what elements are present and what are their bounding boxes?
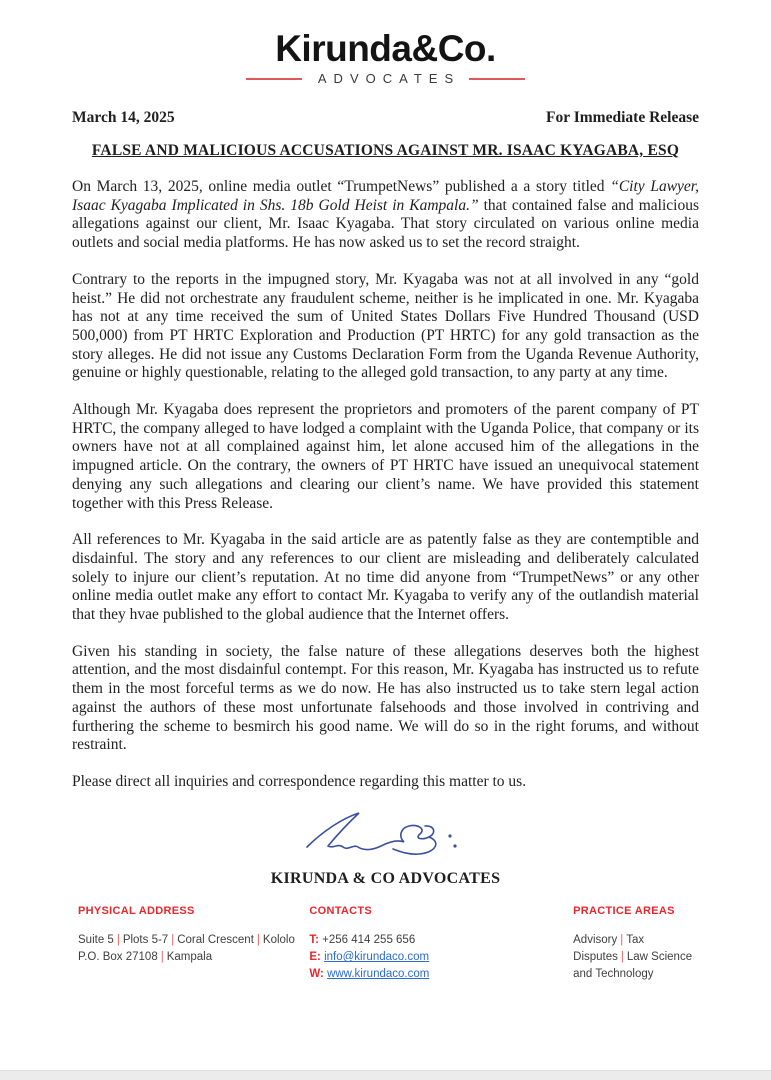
paragraph-2: Contrary to the reports in the impugned story, Mr. Kyagaba was not at all involved in any “gold heist.” He did not orchestrate any fraudulent scheme, neither is he implicated in one. Mr. Kyagaba has not at any time received the sum of United States Dollars Five Hundred Thousand (USD 500,000) from PT HRTC Exploration and Production (PT HRTC) for any gold transaction as the story alleges. He did not issue any Customs Declaration Form from the Uganda Revenue Authority, genuine or highly questionable, relating to the alleged gold transaction, to any party at any time.: [72, 270, 699, 382]
release-label: For Immediate Release: [546, 109, 699, 126]
phone-line: [309, 932, 573, 949]
paragraph-1: [72, 178, 699, 253]
email-link[interactable]: info@kirundaco.com: [324, 951, 430, 964]
pipe-divider: |: [116, 933, 120, 946]
footer-contacts-column: [309, 905, 573, 984]
address-part: Kampala: [166, 951, 213, 964]
release-date: March 14, 2025: [72, 109, 175, 126]
firm-name: KIRUNDA & CO ADVOCATES: [270, 869, 501, 887]
practice-area: Disputes: [573, 951, 618, 964]
logo-rule-right: [469, 78, 525, 80]
pipe-divider: |: [171, 933, 175, 946]
practice-area: Law Science and Technology: [573, 951, 693, 981]
footer-address-column: [78, 905, 309, 984]
email-label: E:: [309, 951, 321, 964]
closing-line: Please direct all inquiries and correspondence regarding this matter to us.: [72, 772, 527, 790]
email-line: [309, 949, 573, 966]
pipe-divider: |: [160, 951, 164, 964]
phone-number: +256 414 255 656: [322, 933, 416, 946]
address-line-2: [78, 949, 309, 966]
pipe-divider: |: [620, 951, 624, 964]
practice-area: Advisory: [573, 933, 618, 946]
address-part: P.O. Box 27108: [78, 951, 158, 964]
dateline-row: [72, 109, 699, 127]
footer-practice-column: [573, 905, 699, 984]
page-bottom-edge: [0, 1070, 771, 1080]
paragraph-1-article-title: “City Lawyer, Isaac Kyagaba Implicated in Shs. 18b Gold Heist in Kampala.”: [72, 178, 699, 214]
paragraph-5: Given his standing in society, the false nature of these allegations deserves both the highest attention, and the most disdainful contempt. For this reason, Mr. Kyagaba has instructed us to refute them in the most forceful terms as we do now. He has also instructed us to take stern legal action against the authors of these most unfortunate falsehoods and those involved in contriving and furthering the scheme to besmirch his good name. We will do so in the right forums, and without restraint.: [72, 642, 699, 754]
footer: [72, 905, 699, 984]
practice-areas-text: [573, 932, 699, 984]
address-line-1: [78, 932, 309, 949]
logo-rule-left: [246, 78, 302, 80]
logo-subtitle: ADVOCATES: [317, 71, 461, 86]
address-part: Kololo: [262, 933, 295, 946]
logo-wordmark: Kirunda&Co.: [275, 28, 496, 69]
pipe-divider: |: [256, 933, 260, 946]
practice-heading: PRACTICE AREAS: [573, 904, 675, 917]
page-title: FALSE AND MALICIOUS ACCUSATIONS AGAINST MR. ISAAC KYAGABA, ESQ: [91, 142, 680, 159]
pipe-divider: |: [620, 933, 624, 946]
website-link[interactable]: www.kirundaco.com: [327, 968, 430, 981]
address-part: Plots 5-7: [122, 933, 169, 946]
firm-logo: [72, 28, 699, 86]
paragraph-4: All references to Mr. Kyagaba in the said article are as patently false as they are contemptible and disdainful. The story and any references to our client are misleading and deliberately calculated solely to injure our client’s reputation. At no time did anyone from “TrumpetNews” or any other online media outlet make any effort to contact Mr. Kyagaba to verify any of the outlandish material that they hvae published to the global audience that the Internet offers.: [72, 531, 699, 624]
website-label: W:: [309, 968, 324, 981]
paragraph-1-text: On March 13, 2025, online media outlet “TrumpetNews” published a a story titled: [72, 178, 611, 195]
practice-area: Tax: [626, 933, 645, 946]
paragraph-1-text-cont: that contained false and malicious allegations against our client, Mr. Isaac Kyagaba. That story circulated on various online media outlets and social media platforms. He has now asked us to set the record straight.: [72, 196, 699, 252]
logo-subtitle-row: [72, 71, 699, 86]
address-heading: PHYSICAL ADDRESS: [78, 904, 195, 917]
address-part: Coral Crescent: [177, 933, 254, 946]
website-line: [309, 966, 573, 983]
contacts-heading: CONTACTS: [309, 904, 373, 917]
paragraph-3: Although Mr. Kyagaba does represent the proprietors and promoters of the parent company of PT HRTC, the company alleged to have lodged a complaint with the Uganda Police, that company or its owners have not at all complained against him, let alone accused him of the allegations in the impugned article. On the contrary, the owners of PT HRTC have issued an unequivocal statement denying any such allegations and clearing our client’s name. We have provided this statement together with this Press Release.: [72, 401, 699, 512]
phone-label: T:: [309, 933, 319, 946]
signature-image: [296, 801, 476, 861]
address-part: Suite 5: [78, 933, 114, 946]
signature-block: [72, 801, 699, 866]
